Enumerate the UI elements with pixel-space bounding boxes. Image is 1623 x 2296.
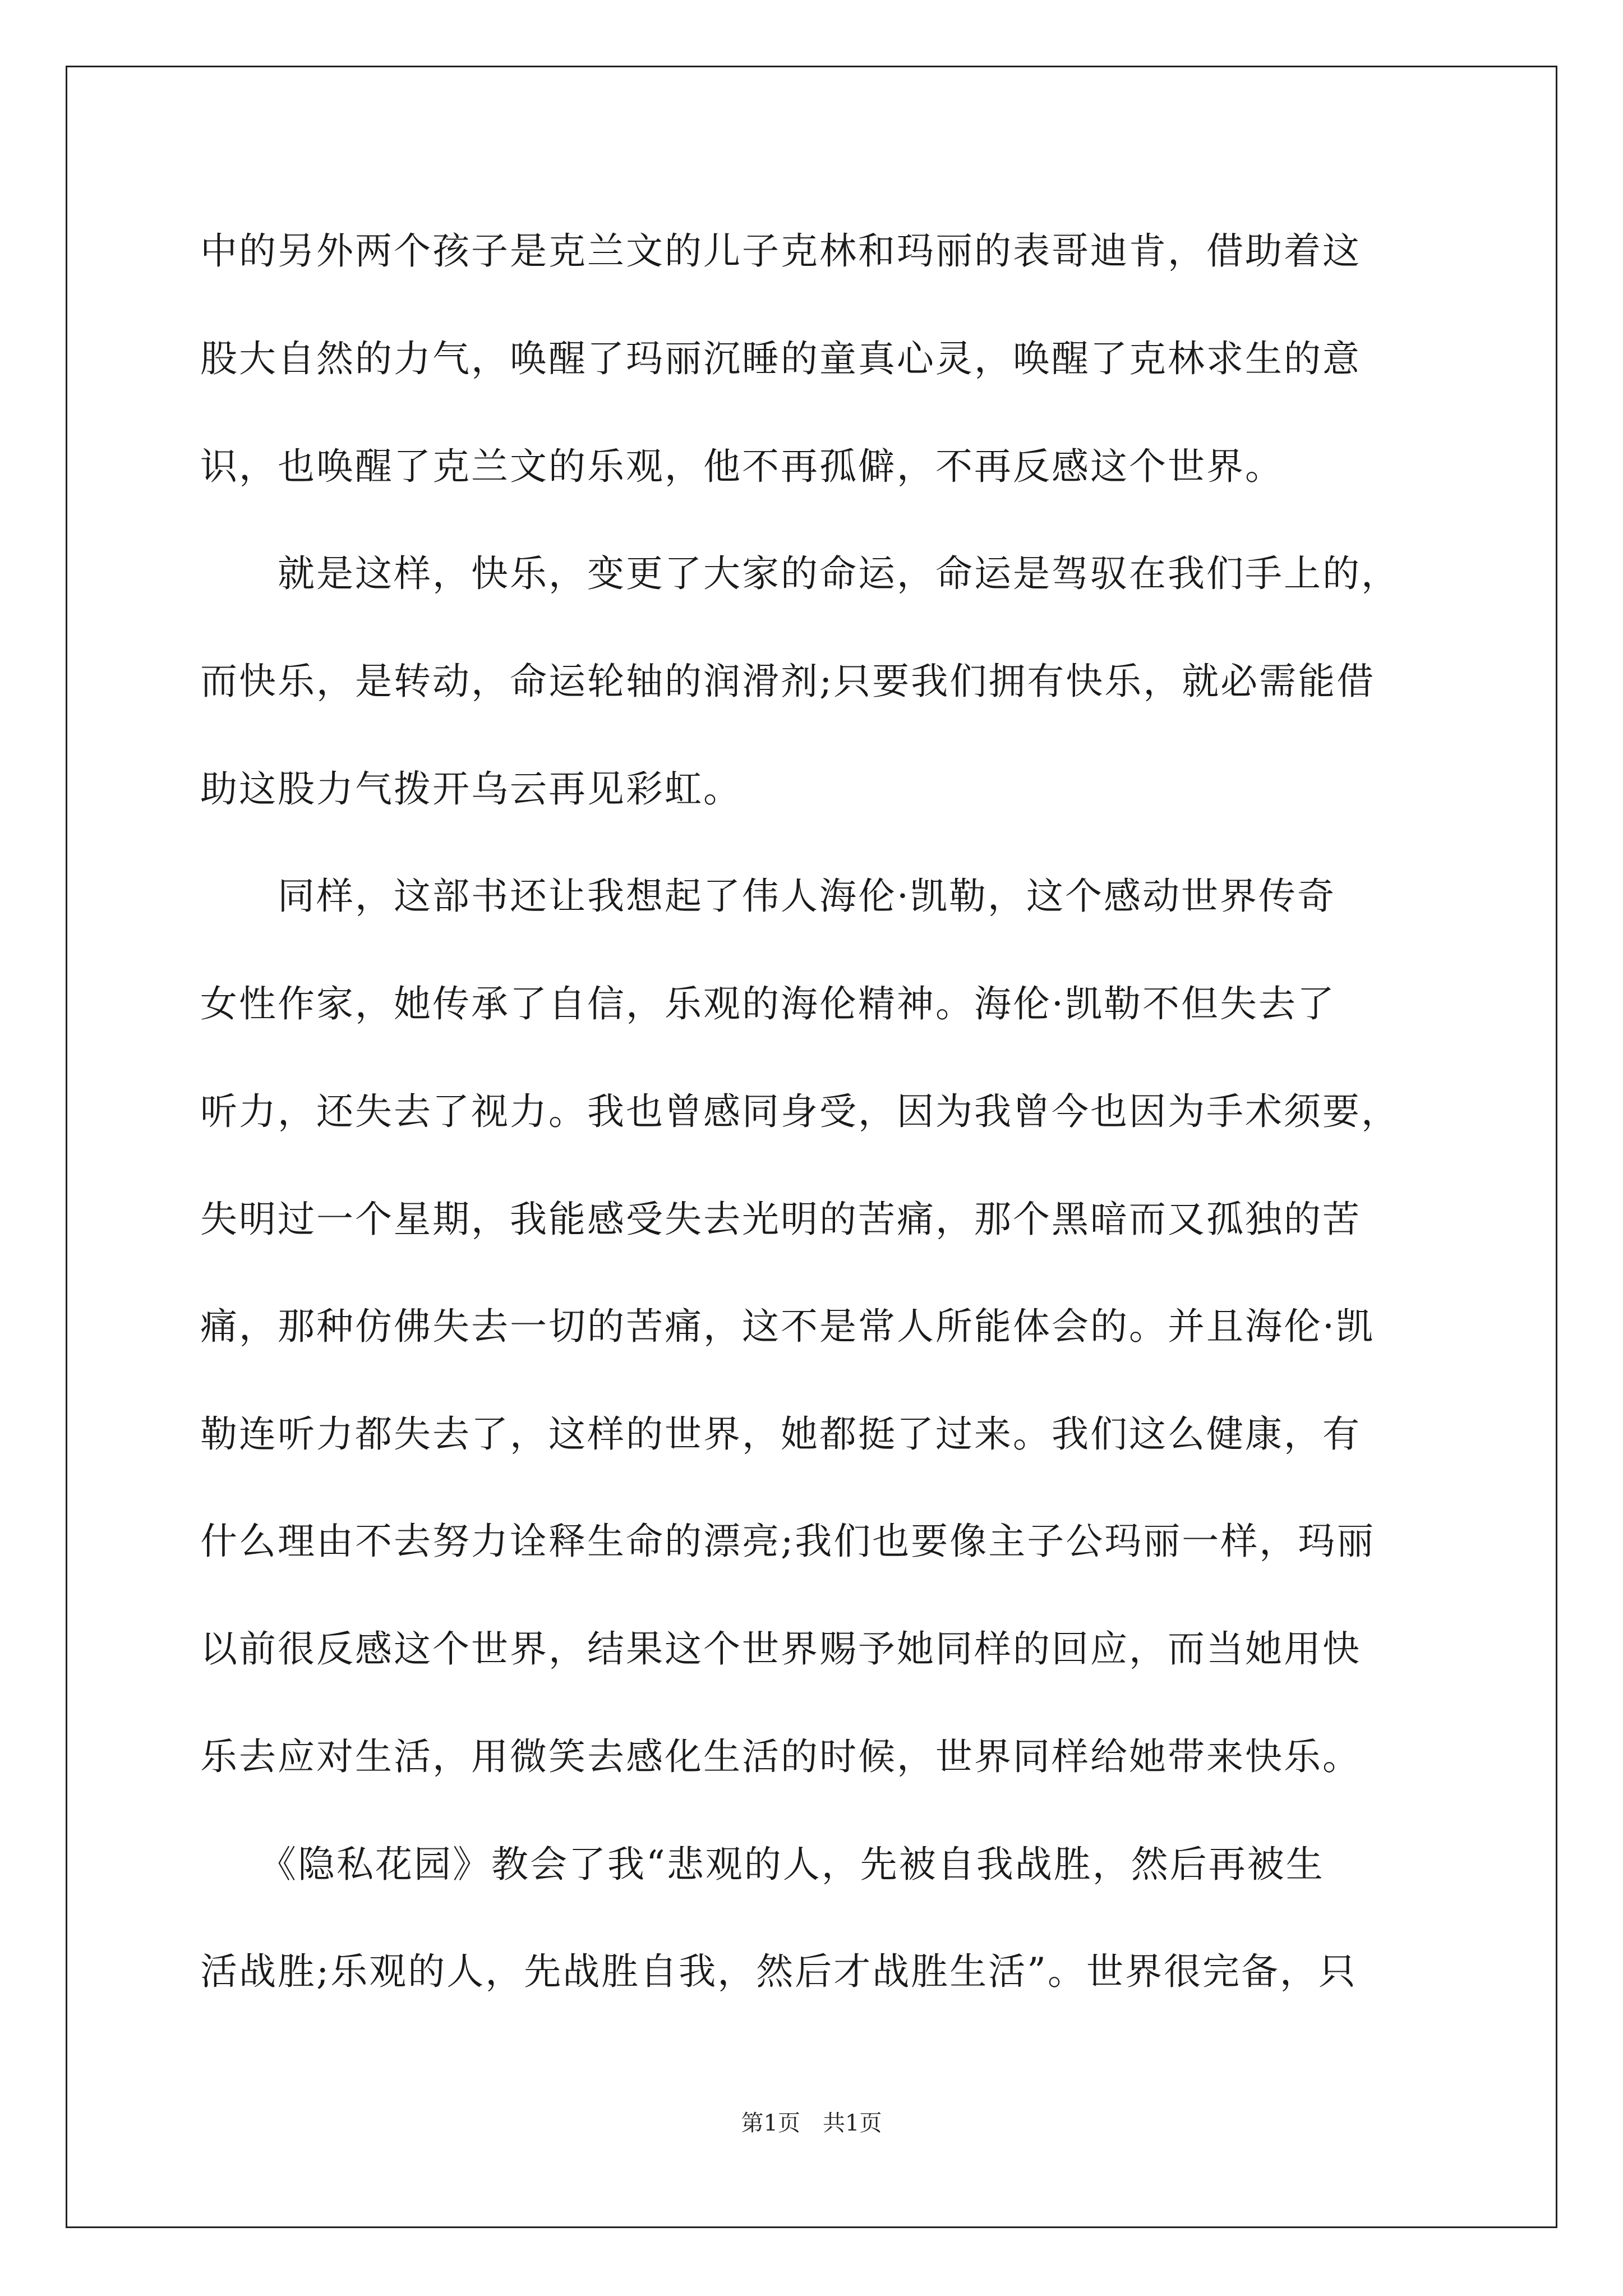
- text-line: 同样，这部书还让我想起了伟人海伦·凯勒，这个感动世界传奇: [200, 875, 1336, 918]
- text-line: 失明过一个星期，我能感受失去光明的苦痛，那个黑暗而又孤独的苦: [200, 1198, 1361, 1241]
- text-line: 股大自然的力气，唤醒了玛丽沉睡的童真心灵，唤醒了克林求生的意: [200, 337, 1361, 380]
- text-line: 而快乐，是转动，命运轮轴的润滑剂;只要我们拥有快乐，就必需能借: [200, 660, 1376, 703]
- text-line: 乐去应对生活，用微笑去感化生活的时候，世界同样给她带来快乐。: [200, 1735, 1361, 1778]
- text-line: 《隐私花园》教会了我“悲观的人，先被自我战胜，然后再被生: [200, 1843, 1325, 1886]
- text-line: 听力，还失去了视力。我也曾感同身受，因为我曾今也因为手术须要，: [200, 1090, 1400, 1133]
- text-line: 中的另外两个孩子是克兰文的儿子克林和玛丽的表哥迪肯，借助着这: [200, 229, 1361, 273]
- text-line: 勒连听力都失去了，这样的世界，她都挺了过来。我们这么健康，有: [200, 1412, 1361, 1456]
- text-line: 什么理由不去努力诠释生命的漂亮;我们也要像主子公玛丽一样，玛丽: [200, 1520, 1376, 1563]
- page-number-footer: 第1页 共1页: [741, 2110, 882, 2136]
- text-line: 识，也唤醒了克兰文的乐观，他不再孤僻，不再反感这个世界。: [200, 445, 1284, 488]
- page-border: [66, 66, 1557, 2228]
- text-line: 助这股力气拨开乌云再见彩虹。: [200, 767, 742, 811]
- text-line: 活战胜;乐观的人，先战胜自我，然后才战胜生活”。世界很完备，只: [200, 1950, 1357, 1993]
- text-line: 以前很反感这个世界，结果这个世界赐予她同样的回应，而当她用快: [200, 1627, 1361, 1671]
- text-line: 痛，那种仿佛失去一切的苦痛，这不是常人所能体会的。并且海伦·凯: [200, 1305, 1375, 1348]
- text-line: 女性作家，她传承了自信，乐观的海伦精神。海伦·凯勒不但失去了: [200, 982, 1336, 1025]
- text-line: 就是这样，快乐，变更了大家的命运，命运是驾驭在我们手上的，: [200, 552, 1400, 595]
